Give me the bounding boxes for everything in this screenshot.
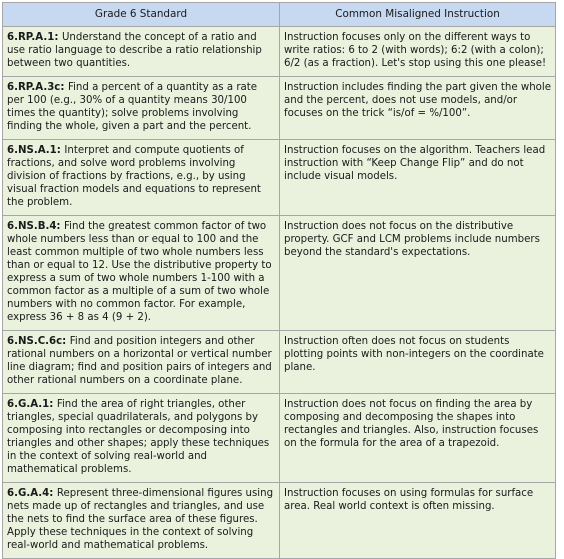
standard-code: 6.G.A.4 bbox=[7, 488, 50, 499]
standard-cell: 6.RP.A.1: Understand the concept of a ratio and use ratio language to describe a ratio relationship between two quantities. bbox=[3, 27, 280, 77]
standard-text: Find the area of right triangles, other triangles, special quadrilaterals, and polygons by composing into rectangles or decomposing into triangles and other shapes; apply these techniques in the context of solving real-world and mathematical problems. bbox=[7, 399, 270, 475]
standard-code: 6.RP.A.3c bbox=[7, 82, 61, 93]
header-row bbox=[3, 3, 556, 27]
standard-text: Find a percent of a quantity as a rate per 100 (e.g., 30% of a quantity means 30/100 times the quantity); solve problems involving finding the whole, given a part and the percent. bbox=[7, 82, 258, 132]
instruction-cell: Instruction does not focus on finding the area by composing and decomposing the shapes into rectangles and triangles. Also, instruction focuses on the formula for the area of a trapezoid. bbox=[280, 394, 556, 483]
table-row bbox=[3, 394, 556, 483]
standard-cell: 6.G.A.1: Find the area of right triangles, other triangles, special quadrilaterals, and polygons by composing into rectangles or decomposing into triangles and other shapes; apply these techniques in the context of solving real-world and mathematical problems. bbox=[3, 394, 280, 483]
standard-cell: 6.NS.B.4: Find the greatest common factor of two whole numbers less than or equal to 100 and the least common multiple of two whole numbers less than or equal to 12. Use the distributive property to express a sum of two whole numbers 1-100 with a common factor as a multiple of a sum of two whole numbers with no common factor. For example, express 36 + 8 as 4 (9 + 2). bbox=[3, 216, 280, 331]
instruction-cell: Instruction often does not focus on students plotting points with non-integers on the coordinate plane. bbox=[280, 331, 556, 394]
table-row bbox=[3, 483, 556, 559]
standard-cell: 6.G.A.4: Represent three-dimensional figures using nets made up of rectangles and triangles, and use the nets to find the surface area of these figures. Apply these techniques in the context of solving real-world and mathematical problems. bbox=[3, 483, 280, 559]
table-row bbox=[3, 77, 556, 140]
standards-table bbox=[2, 2, 556, 559]
standard-text: Understand the concept of a ratio and use ratio language to describe a ratio relationship between two quantities. bbox=[7, 32, 262, 69]
standard-text: Interpret and compute quotients of fractions, and solve word problems involving division of fractions by fractions, e.g., by using visual fraction models and equations to represent the problem. bbox=[7, 145, 261, 208]
standard-text: Find and position integers and other rational numbers on a horizontal or vertical number line diagram; find and position pairs of integers and other rational numbers on a coordinate plane. bbox=[7, 336, 272, 386]
table-row bbox=[3, 216, 556, 331]
standard-cell: 6.NS.C.6c: Find and position integers and other rational numbers on a horizontal or vertical number line diagram; find and position pairs of integers and other rational numbers on a coordinate plane. bbox=[3, 331, 280, 394]
instruction-cell: Instruction does not focus on the distributive property. GCF and LCM problems include numbers beyond the standard's expectations. bbox=[280, 216, 556, 331]
table-row bbox=[3, 331, 556, 394]
standard-text: Find the greatest common factor of two whole numbers less than or equal to 100 and the least common multiple of two whole numbers less than or equal to 12. Use the distributive property to express a sum of two whole numbers 1-100 with a common factor as a multiple of a sum of two whole numbers with no common factor. For example, express 36 + 8 as 4 (9 + 2). bbox=[7, 221, 272, 323]
standard-cell: 6.RP.A.3c: Find a percent of a quantity as a rate per 100 (e.g., 30% of a quantity means 30/100 times the quantity); solve problems involving finding the whole, given a part and the percent. bbox=[3, 77, 280, 140]
table-row bbox=[3, 140, 556, 216]
standard-code: 6.RP.A.1 bbox=[7, 32, 55, 43]
standard-cell: 6.NS.A.1: Interpret and compute quotients of fractions, and solve word problems involving division of fractions by fractions, e.g., by using visual fraction models and equations to represent the problem. bbox=[3, 140, 280, 216]
standard-code: 6.NS.B.4 bbox=[7, 221, 57, 232]
instruction-cell: Instruction includes finding the part given the whole and the percent, does not use models, and/or focuses on the trick “is/of = %/100”. bbox=[280, 77, 556, 140]
standard-code: 6.NS.A.1 bbox=[7, 145, 57, 156]
instruction-cell: Instruction focuses on using formulas for surface area. Real world context is often missing. bbox=[280, 483, 556, 559]
header-instruction: Common Misaligned Instruction bbox=[280, 3, 556, 27]
standard-text: Represent three-dimensional figures using nets made up of rectangles and triangles, and use the nets to find the surface area of these figures. Apply these techniques in the context of solving real-world and mathematical problems. bbox=[7, 488, 274, 551]
instruction-cell: Instruction focuses on the algorithm. Teachers lead instruction with “Keep Change Flip” and do not include visual models. bbox=[280, 140, 556, 216]
instruction-cell: Instruction focuses only on the different ways to write ratios: 6 to 2 (with words); 6:2 (with a colon); 6/2 (as a fraction). Let's stop using this one please! bbox=[280, 27, 556, 77]
table-row bbox=[3, 27, 556, 77]
standard-code: 6.G.A.1 bbox=[7, 399, 50, 410]
standard-code: 6.NS.C.6c bbox=[7, 336, 63, 347]
header-standard: Grade 6 Standard bbox=[3, 3, 280, 27]
